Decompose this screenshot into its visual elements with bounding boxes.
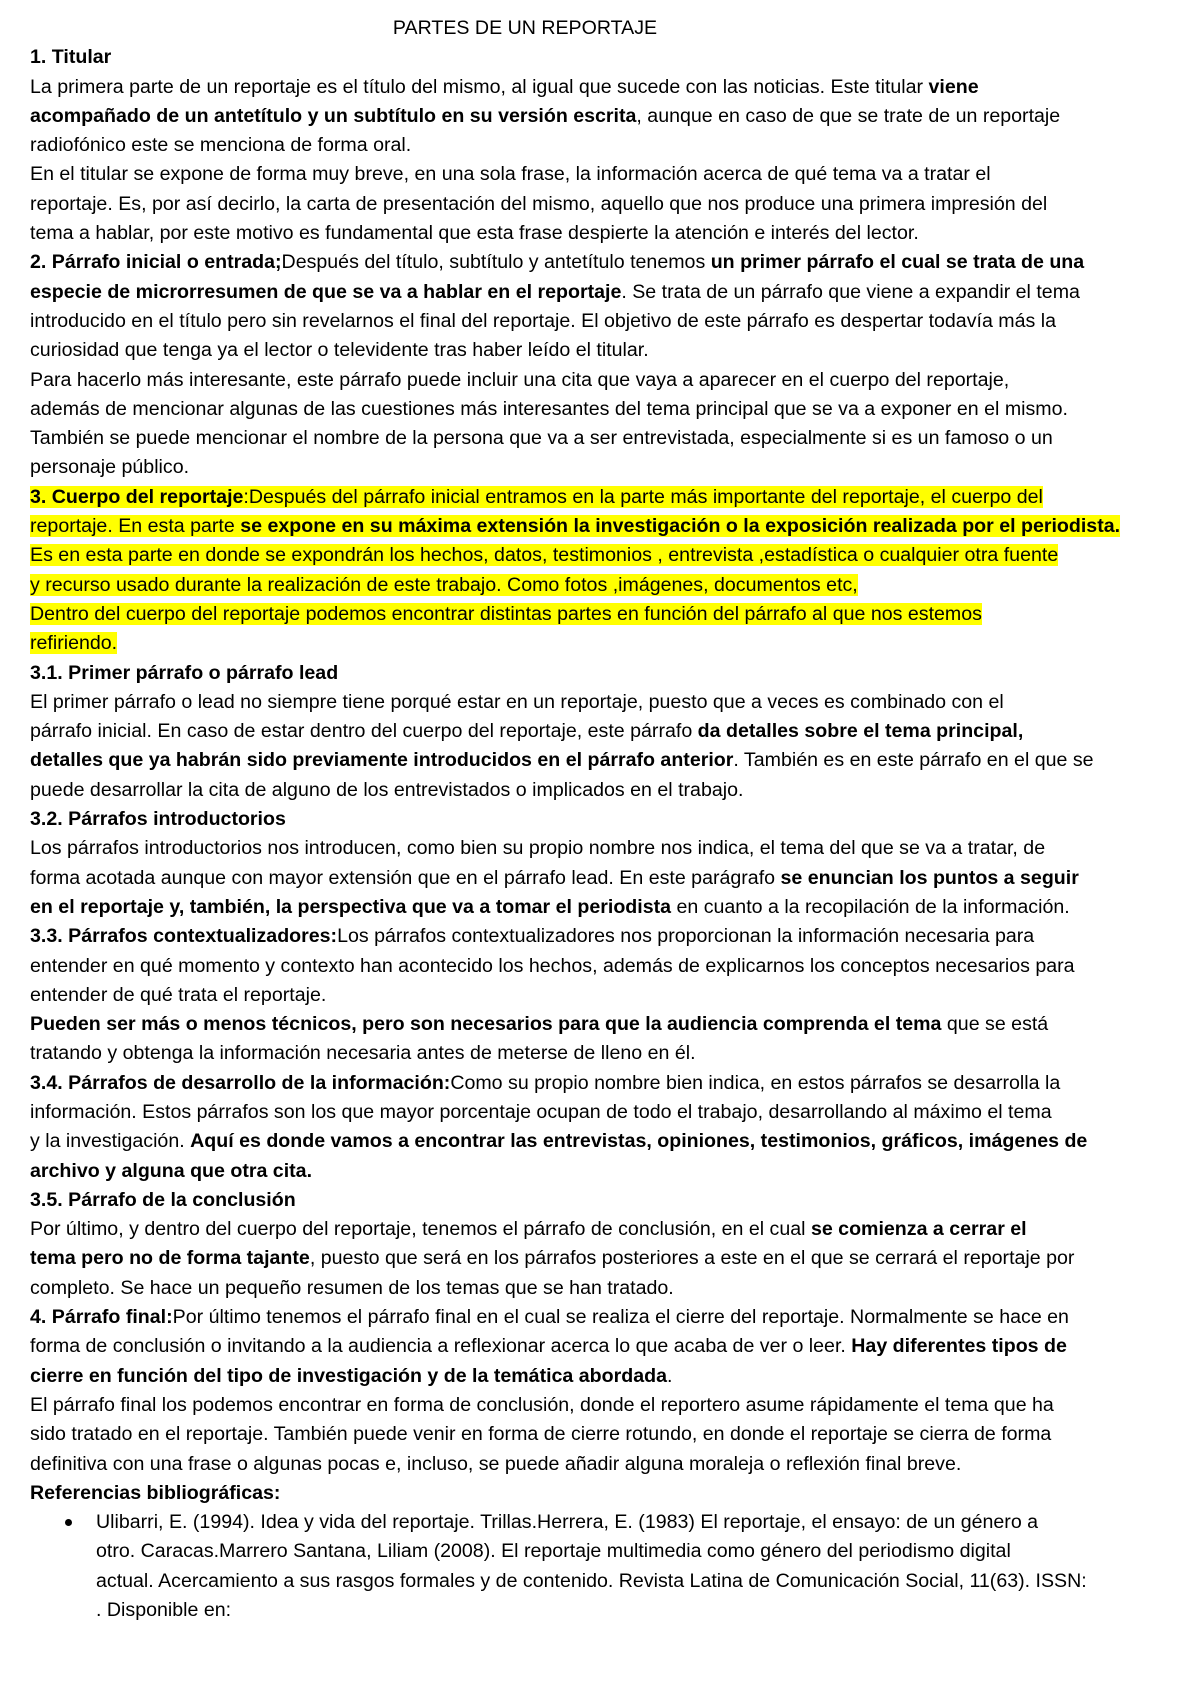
text-line [30,746,1190,775]
text-line [30,453,1190,482]
text-line [30,366,1190,395]
text-line [30,1215,1190,1244]
text-line [30,659,1190,688]
text-run: entender de qué trata el reportaje. [30,983,327,1006]
text-line [30,1039,1190,1068]
text-run: forma acotada aunque con mayor extensión que en el párrafo lead. En este parágrafo [30,866,781,889]
bold-text-run: cierre en función del tipo de investigación y de la temática abordada [30,1364,667,1387]
text-run: definitiva con una frase o algunas pocas e, incluso, se puede añadir alguna moraleja o reflexión final breve. [30,1452,962,1475]
text-run: reportaje. En esta parte [30,515,241,538]
text-run: que se está [941,1013,1049,1036]
text-line [30,1186,1190,1215]
text-line [30,629,1190,658]
text-line [30,1157,1190,1186]
reference-line: otro. Caracas.Marrero Santana, Liliam (2008). El reportaje multimedia como género del periodismo digital [96,1540,1011,1563]
text-line [30,600,1190,629]
bold-text-run: 3.4. Párrafos de desarrollo de la información: [30,1071,451,1094]
bold-text-run: tema pero no de forma tajante [30,1247,310,1270]
bold-text-run: 3.2. Párrafos introductorios [30,808,286,831]
text-run: curiosidad que tenga ya el lector o televidente tras haber leído el titular. [30,339,649,362]
text-run: tema a hablar, por este motivo es fundamental que esta frase despierte la atención e interés del lector. [30,222,919,245]
text-run: sido tratado en el reportaje. También puede venir en forma de cierre rotundo, en donde el reportaje se cierra de forma [30,1423,1052,1446]
text-run: y la investigación. [30,1130,191,1153]
text-line [30,834,1190,863]
text-line [30,541,1190,570]
text-line [30,336,1190,365]
bold-text-run: 4. Párrafo final: [30,1306,173,1329]
text-run: además de mencionar algunas de las cuestiones más interesantes del tema principal que se va a exponer en el mismo. [30,397,1068,420]
text-line [30,512,1190,541]
document-title: PARTES DE UN REPORTAJE [392,17,658,39]
bold-text-run: 1. Titular [30,46,112,69]
text-line [30,278,1190,307]
bold-text-run: especie de microrresumen de que se va a hablar en el reportaje [30,280,622,303]
reference-line: Ulibarri, E. (1994). Idea y vida del reportaje. Trillas.Herrera, E. (1983) El reportaje, el ensayo: de un género a [96,1511,1039,1534]
text-run: refiriendo. [30,632,118,655]
text-run: Para hacerlo más interesante, este párrafo puede incluir una cita que vaya a aparecer en el cuerpo del reportaje, [30,368,1010,391]
text-run: forma de conclusión o invitando a la audiencia a reflexionar acerca lo que acaba de ver o leer. [30,1335,852,1358]
text-line [30,1303,1190,1332]
text-run: en cuanto a la recopilación de la información. [671,895,1070,918]
text-line [30,1098,1190,1127]
reference-line: actual. Acercamiento a sus rasgos formales y de contenido. Revista Latina de Comunicación Social, 11(63). ISSN: [96,1569,1087,1592]
bold-text-run: 3.3. Párrafos contextualizadores: [30,925,338,948]
text-line [30,1391,1190,1420]
text-run: El primer párrafo o lead no siempre tiene porqué estar en un reportaje, puesto que a veces es combinado con el [30,690,1004,713]
text-line [30,160,1190,189]
reference-item [30,1508,1190,1625]
text-line [30,395,1190,424]
bold-text-run: 3.1. Primer párrafo o párrafo lead [30,661,339,684]
text-line [30,864,1190,893]
reference-line: . Disponible en: [96,1599,232,1622]
text-run: Por último, y dentro del cuerpo del reportaje, tenemos el párrafo de conclusión, en el cual [30,1218,811,1241]
bold-text-run: 3. Cuerpo del reportaje [30,485,244,508]
text-line [30,1332,1190,1361]
text-line [30,717,1190,746]
text-run: . También es en este párrafo en el que se [733,749,1094,772]
text-run: El párrafo final los podemos encontrar en forma de conclusión, donde el reportero asume rápidamente el tema que ha [30,1393,1054,1416]
text-line [30,571,1190,600]
bold-text-run: se expone en su máxima extensión la investigación o la exposición realizada por el periodista. [240,515,1121,538]
text-run: información. Estos párrafos son los que mayor porcentaje ocupan de todo el trabajo, desarrollando al máximo el tema [30,1100,1052,1123]
text-line [30,248,1190,277]
text-run: , aunque en caso de que se trate de un reportaje [636,104,1061,127]
text-run: radiofónico este se menciona de forma oral. [30,134,412,157]
text-line [30,688,1190,717]
text-line [30,1479,1190,1508]
text-line [30,805,1190,834]
text-line [30,73,1190,102]
text-line [30,307,1190,336]
text-line [30,190,1190,219]
text-line [30,922,1190,951]
text-run: :Después del párrafo inicial entramos en la parte más importante del reportaje, el cuerpo del [243,485,1043,508]
text-run: Como su propio nombre bien indica, en estos párrafos se desarrolla la [450,1071,1061,1094]
text-run: Por último tenemos el párrafo final en el cual se realiza el cierre del reportaje. Normalmente se hace en [172,1306,1069,1329]
text-run: Después del título, subtítulo y antetítulo tenemos [281,251,711,274]
bold-text-run: en el reportaje y, también, la perspectiva que va a tomar el periodista [30,895,672,918]
text-line [30,1274,1190,1303]
text-run: párrafo inicial. En caso de estar dentro del cuerpo del reportaje, este párrafo [30,720,698,743]
text-line [30,1244,1190,1273]
text-run: . [666,1364,673,1387]
text-line [30,981,1190,1010]
text-line [30,102,1190,131]
document-page [30,14,1190,1625]
bold-text-run: Hay diferentes tipos de [851,1335,1067,1358]
text-line [30,952,1190,981]
text-line [30,424,1190,453]
text-run: , puesto que será en los párrafos posteriores a este en el que se cerrará el reportaje por [309,1247,1075,1270]
text-run: También se puede mencionar el nombre de la persona que va a ser entrevistada, especialmente si es un famoso o un [30,427,1053,450]
bold-text-run: se comienza a cerrar el [810,1218,1027,1241]
bold-text-run: Aquí es donde vamos a encontrar las entrevistas, opiniones, testimonios, gráficos, imágenes de [190,1130,1088,1153]
text-run: Dentro del cuerpo del reportaje podemos encontrar distintas partes en función del párrafo al que nos estemos [30,602,982,625]
text-line [30,893,1190,922]
text-run: . Se trata de un párrafo que viene a expandir el tema [621,280,1080,303]
text-line [30,1069,1190,1098]
text-line [30,131,1190,160]
references-list [30,1508,1190,1625]
bold-text-run: detalles que ya habrán sido previamente introducidos en el párrafo anterior [30,749,734,772]
text-line [30,776,1190,805]
text-line [30,1362,1190,1391]
bold-text-run: viene [928,75,979,98]
text-run: entender en qué momento y contexto han acontecido los hechos, además de explicarnos los conceptos necesarios para [30,954,1075,977]
text-run: y recurso usado durante la realización de este trabajo. Como fotos ,imágenes, documentos etc, [30,573,858,596]
bold-text-run: 3.5. Párrafo de la conclusión [30,1188,296,1211]
bold-text-run: un primer párrafo el cual se trata de una [710,251,1085,274]
text-run: La primera parte de un reportaje es el título del mismo, al igual que sucede con las noticias. Este titular [30,75,929,98]
text-run: completo. Se hace un pequeño resumen de los temas que se han tratado. [30,1276,674,1299]
bold-text-run: acompañado de un antetítulo y un subtítulo en su versión escrita [30,104,637,127]
bold-text-run: se enuncian los puntos a seguir [780,866,1079,889]
text-run: introducido en el título pero sin revelarnos el final del reportaje. El objetivo de este párrafo es despertar todavía más la [30,309,1056,332]
text-run: En el titular se expone de forma muy breve, en una sola frase, la información acerca de qué tema va a tratar el [30,163,991,186]
bold-text-run: 2. Párrafo inicial o entrada; [30,251,282,274]
text-run: puede desarrollar la cita de alguno de los entrevistados o implicados en el trabajo. [30,778,744,801]
text-run: Los párrafos contextualizadores nos proporcionan la información necesaria para [337,925,1035,948]
bold-text-run: Referencias bibliográficas: [30,1481,281,1504]
text-run: Los párrafos introductorios nos introducen, como bien su propio nombre nos indica, el tema del que se va a tratar, de [30,837,1046,860]
bullet-icon [65,1519,72,1526]
text-line [30,1420,1190,1449]
document-body [30,43,1190,1508]
text-run: Es en esta parte en donde se expondrán los hechos, datos, testimonios , entrevista ,estadística o cualquier otra fuente [30,544,1059,567]
bold-text-run: Pueden ser más o menos técnicos, pero son necesarios para que la audiencia comprenda el tema [30,1013,942,1036]
text-line [30,1010,1190,1039]
text-run: personaje público. [30,456,190,479]
text-line [30,1450,1190,1479]
text-line [30,483,1190,512]
text-line [30,219,1190,248]
text-run: reportaje. Es, por así decirlo, la carta de presentación del mismo, aquello que nos produce una primera impresión del [30,192,1048,215]
text-run: tratando y obtenga la información necesaria antes de meterse de lleno en él. [30,1042,696,1065]
text-line [30,1127,1190,1156]
bold-text-run: da detalles sobre el tema principal, [697,720,1024,743]
bold-text-run: archivo y alguna que otra cita. [30,1159,313,1182]
text-line [30,43,1190,72]
